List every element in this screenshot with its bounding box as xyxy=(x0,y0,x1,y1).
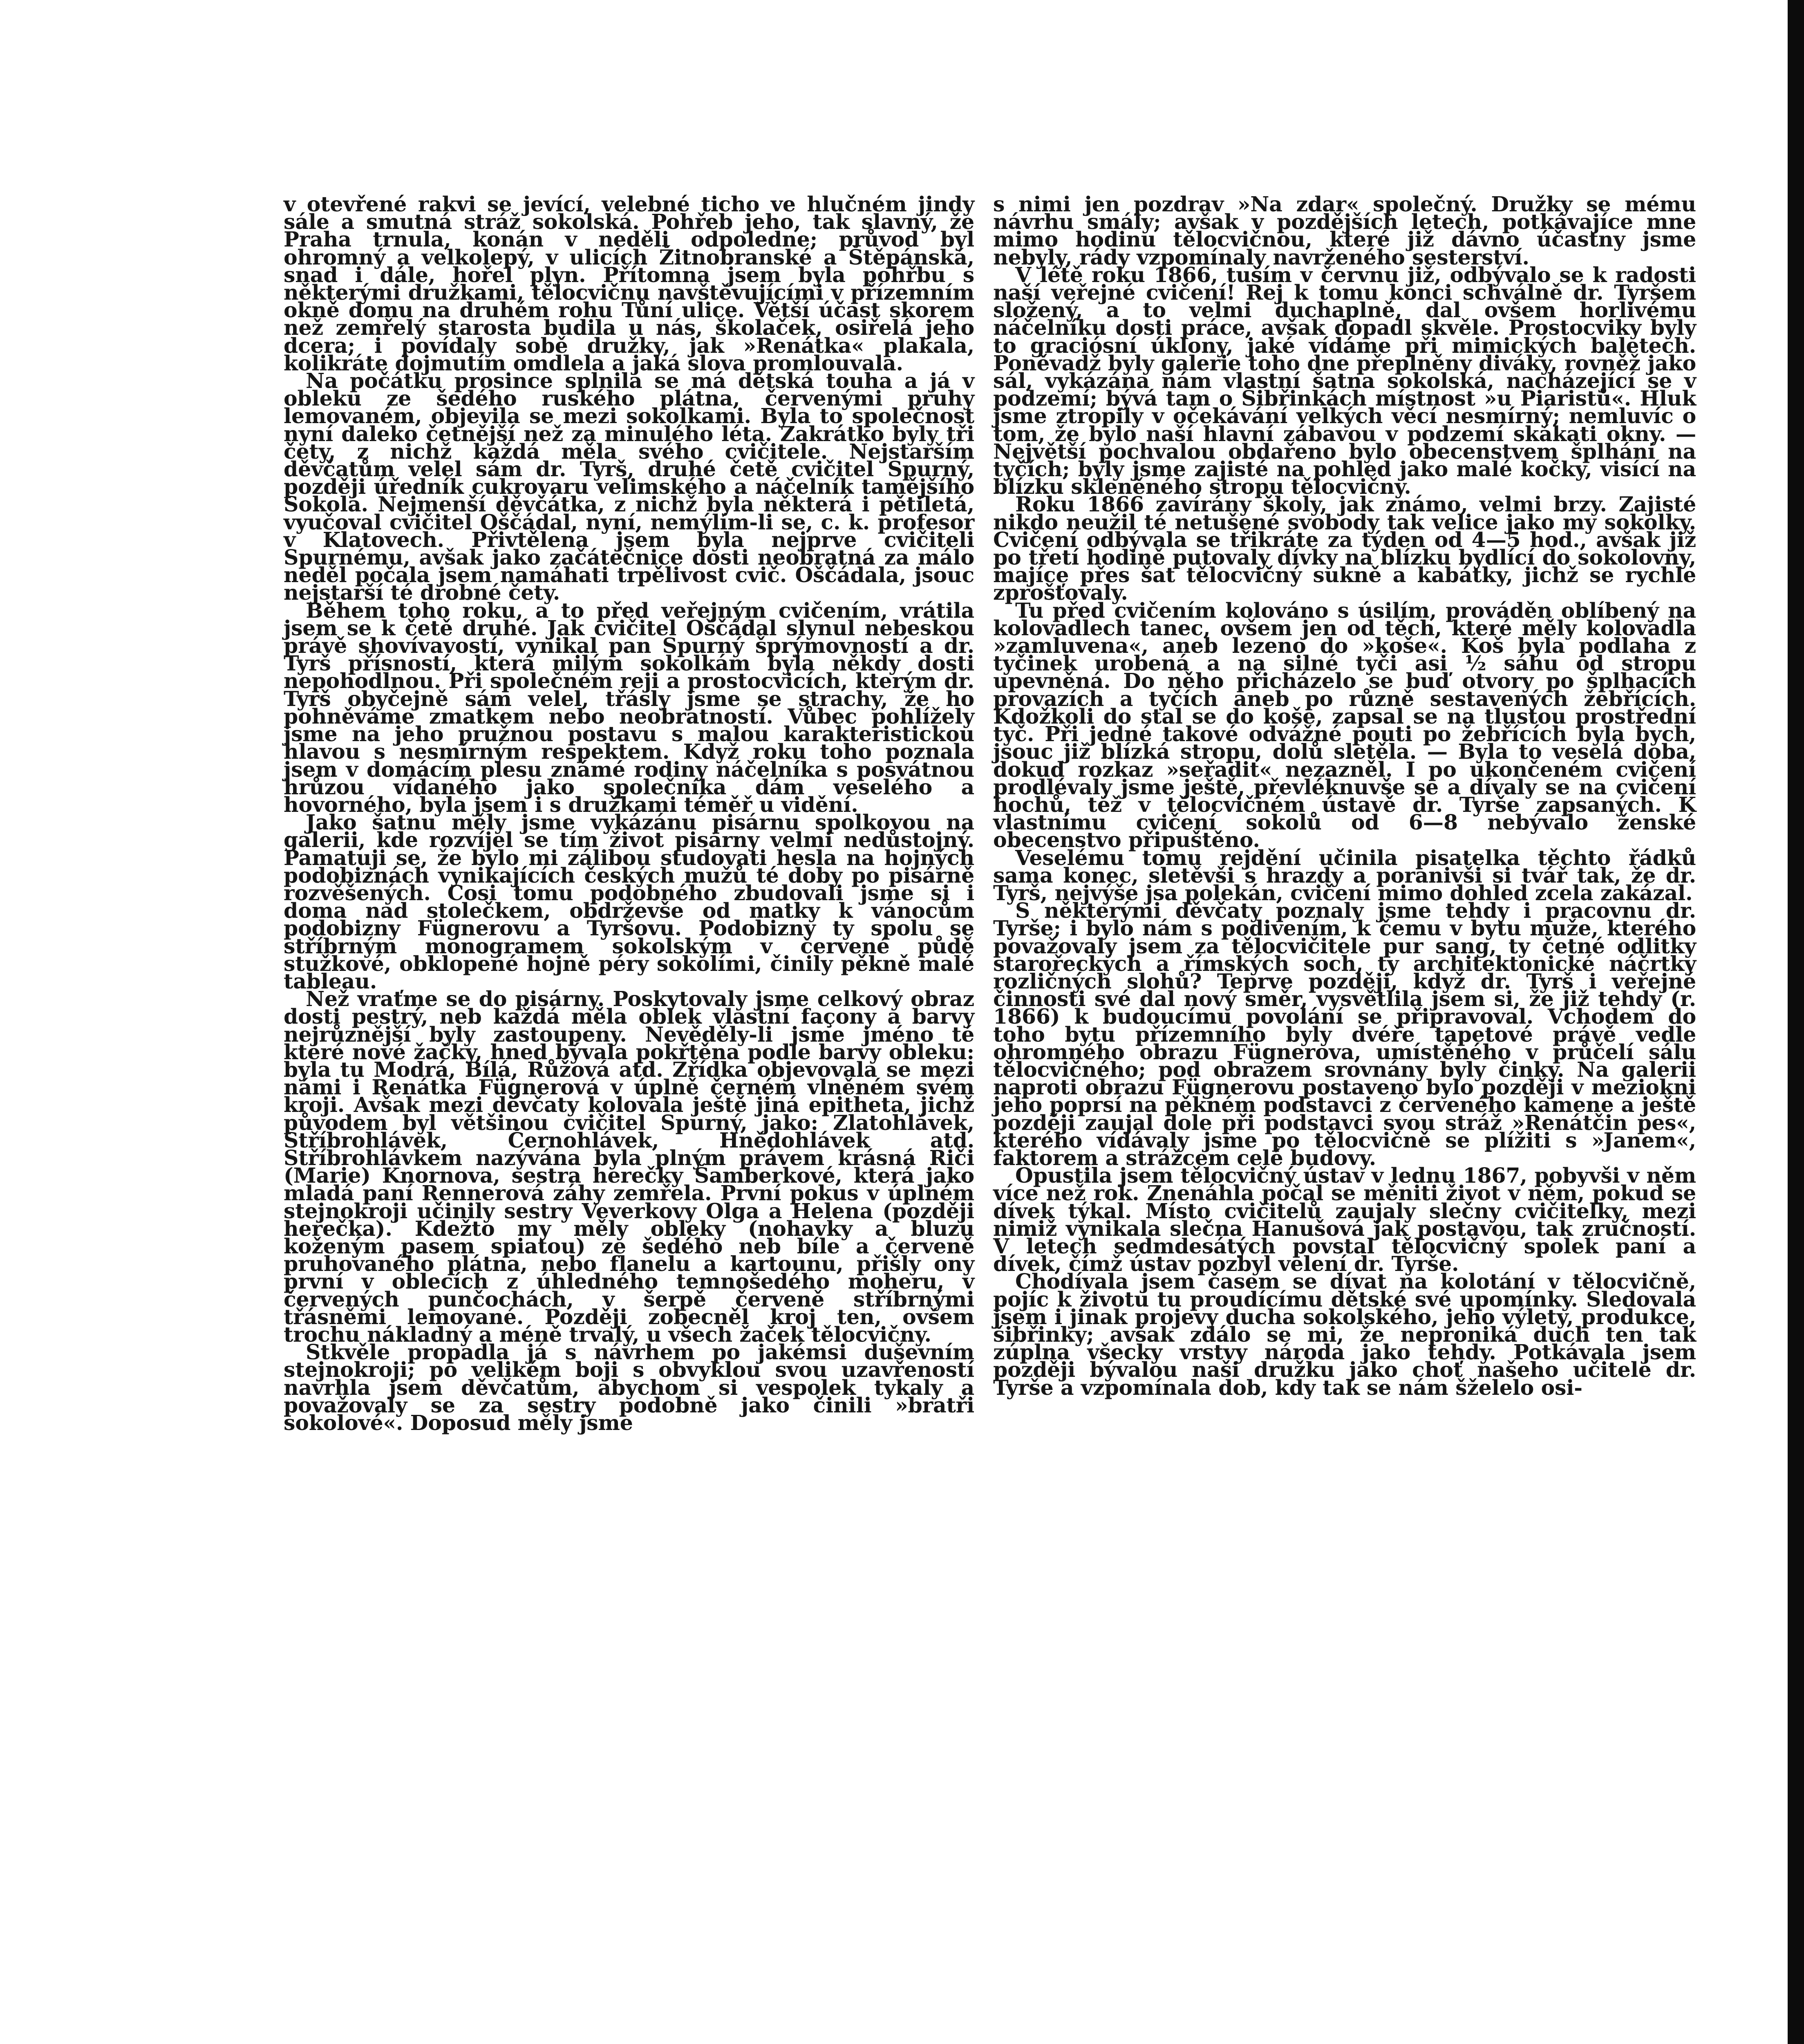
paragraph: Jako šatnu měly jsme vykázánu pisárnu spolkovou na galerii, kde rozvíjel se tím život pisárny velmi nedůstojný. Pamatuji se, že bylo mi zálibou studovati hesla na hojných podobiznách vynikajících českých mužů té doby po pisárně rozvěšených. Cosi tomu podobného zbudovali jsme si i doma nad stolečkem, obdrževše od matky k vánocům podobizny Fügnerovu a Tyršovu. Podobizny ty spolu se stříbrným monogramem sokolským v červené půdě stužkové, obklopené hojně péry sokolími, činily pěkně malé tableau. xyxy=(284,810,974,993)
paragraph: Roku 1866 zavírány školy, jak známo, velmi brzy. Zajisté nikdo neužil té netušené svobody tak velice jako my sokolky. Cvičení odbývala se třikráte za týden od 4—5 hod., avšak již po třetí hodině putovaly dívky na blízku bydlící do sokolovny, majíce přes šat tělocvičný sukně a kabátky, jichž se rychle zprošťovaly. xyxy=(993,492,1696,605)
paragraph: Na počátku prosince splnila se má dětská touha a já v obleku ze šedého ruského plátna, červenými pruhy lemovaném, objevila se mezi sokolkami. Byla to společnost nyní daleko četnější než za minulého léta. Zakrátko byly tři čety, z nichž každá měla svého cvičitele. Nejstarším děvčatům velel sám dr. Tyrš, druhé četě cvičitel Spurný, později úředník cukrovaru velimského a náčelník tamějšího Sokola. Nejmenší děvčátka, z nichž byla některá i pětiletá, vyučoval cvičitel Oščádal, nyní, nemýlím-li se, c. k. profesor v Klatovech. Přivtělena jsem byla nejprve cvičiteli Spurnému, avšak jako začátečnice dosti neobratná za málo neděl počala jsem namáhati trpělivost cvič. Oščádala, jsouc nejstarší té drobné čety. xyxy=(284,369,974,605)
scan-border-right xyxy=(1788,0,1804,2044)
paragraph: Tu před cvičením kolováno s úsilím, prováděn oblíbený na kolovadlech tanec, ovšem jen od těch, které měly kolovadla »zamluvena«, aneb lezeno do »koše«. Koš byla podlaha z tyčinek urobená a na silné tyči asi ½ sáhu od stropu upevněná. Do něho přicházelo se buď otvory po šplhacích provazích a tyčích aneb po různě sestavených žebřících. Kdožkoli do stal se do koše, zapsal se na tlustou prostřední tyč. Při jedné takové odvážné pouti po žebřících byla bych, jsouc již blízká stropu, dolů sletěla. — Byla to veselá doba, dokud rozkaz »seřadit« nezazněl. I po ukončeném cvičení prodlévaly jsme ještě, převléknuvše se a dívaly se na cvičení hochů, též v tělocvičném ústavě dr. Tyrše zapsaných. K vlastnímu cvičení sokolů od 6—8 nebývalo ženské obecenstvo připuštěno. xyxy=(993,598,1696,852)
paragraph: Opustila jsem tělocvičný ústav v lednu 1867, pobyvši v něm více než rok. Znenáhla počal se měniti život v něm, pokud se dívek týkal. Místo cvičitelů zaujaly slečny cvičitelky, mezi nimiž vynikala slečna Hanušová jak postavou, tak zručností. V letech sedmdesátých povstal tělocvičný spolek paní a dívek, čímž ústav pozbyl velení dr. Tyrše. xyxy=(993,1163,1696,1276)
book-page xyxy=(18,0,1786,2044)
left-column xyxy=(284,192,974,1435)
paragraph: Chodívala jsem časem se dívat na kolotání v tělocvičně, pojíc k životu tu proudícímu dětské své upomínky. Sledovala jsem i jinak projevy ducha sokolského, jeho výlety, produkce, šibřinky; avšak zdálo se mi, že nepronіká duch ten tak zúplna všecky vrstvy národa jako tehdy. Potkávala jsem později bývalou naši družku jako choť našeho učitele dr. Tyrše a vzpomínala dob, kdy tak se nám šželelo osi- xyxy=(993,1269,1696,1400)
paragraph: Než vraťme se do pisárny. Poskytovaly jsme celkový obraz dosti pestrý, neb každá měla oblek vlastní façony a barvy nejrůznější byly zastoupeny. Nevěděly-li jsme jméno té které nové žačky, hned bývala pokřtěna podle barvy obleku: byla tu Modrá, Bílá, Růžová atd. Zřídka objevovala se mezi námi i Renátka Fügnerová v úplně černém vlněném svém kroji. Avšak mezi děvčaty kolovala ještě jiná epitheta, jichž původem byl většinou cvičitel Spurný, jako: Zlatohlávek, Stříbrohlávek, Černohlávek, Hnědohlávek atd. Stříbrohlávkem nazývána byla plným právem krásná Riči (Marie) Knornova, sestra herečky Šamberkové, která jako mladá paní Rennerová záhy zemřela. První pokus v úplném stejnokroji učinily sestry Veverkovy Olga a Helena (později herečka). Kdežto my měly obleky (nohavky a bluzu koženým pasem spiatou) ze šedého neb bíle a červeně pruhovaného plátna, nebo flanelu a kartounu, přišly ony první v oblecích z úhledného temnošedého moheru, v červených punčochách, v šerpě červeně stříbrnými třásněmi lemované. Později zobecněl kroj ten, ovšem trochu nákladný a méně trvalý, u všech žaček tělocvičny. xyxy=(284,987,974,1347)
paragraph: Veselému tomu rejdění učinila pisatelka těchto řádků sama konec, sletěvši s hrazdy a poranivši si tvář tak, že dr. Tyrš, nejvýše jsa polekán, cvičení mimo dohled zcela zakázal. xyxy=(993,845,1696,905)
paragraph: S některými děvčaty poznaly jsme tehdy i pracovnu dr. Tyrše; i bylo nám s podivením, k čemu v bytu muže, kterého považovaly jsem za tělocvičitele pur sang, ty četné odlitky starořeckých a římských soch, ty architektonické náčrtky rozličných slohů? Teprve později, když dr. Tyrš i veřejné činnosti své dal nový směr, vysvětlila jsem si, že již tehdy (r. 1866) k budoucímu povolání se připravoval. Vchodem do toho bytu přízemního byly dvéře tapetové právě vedle ohromného obrazu Fügnerova, umístěného v průčelí sálu tělocvičného; pod obrazem srovnány byly činky. Na galerii naproti obrazu Fügnerovu postaveno bylo později v mezioknі jeho poprsí na pěkném podstavci z červeného kamene a ještě později zaujal dole při podstavci svou stráž »Renátčin pes«, kterého vídávaly jsme po tělocvičně se plížiti s »Janem«, faktorem a strážcem celé budovy. xyxy=(993,899,1696,1170)
paragraph: Stkvěle propadla já s návrhem po jakémsi duševním stejnokroji; po velikém boji s obvyklou svou uzavřeností navrhla jsem děvčatům, abychom si vespolek tykaly a považovaly se za sestry podobně jako činili »bratři sokolové«. Doposud měly jsme xyxy=(284,1340,974,1435)
right-column xyxy=(993,192,1696,1400)
paragraph: v otevřené rakvi se jevící, velebné ticho ve hlučném jindy sále a smutná stráž sokolská. Pohřeb jeho, tak slavný, že Praha trnula, konán v neděli odpoledne; průvod byl ohromný a velkolepý, v ulicích Žitnobranské a Štěpánská, snad i dále, hořel plyn. Přítomna jsem byla pohřbu s některými družkami, tělocvičnu navštěvujícími v přízemním okně domu na druhém rohu Tůní ulice. Větší účast skorem než zemřelý starosta budila u nás, školaček, osiřelá jeho dcera; i povídaly sobě družky, jak »Renátka« plakala, kolikráte dojmutím omdlela a jaká slova promlouvala. xyxy=(284,192,974,375)
paragraph: Během toho roku, a to před veřejným cvičením, vrátila jsem se k četě druhé. Jak cvičitel Oščádal slynul nebeskou právě shovívavostí, vynikal pan Spurný šprýmovností a dr. Tyrš přísností, která milým sokolkám byla někdy dosti nepohodlnou. Při společném reji a prostocvicích, kterým dr. Tyrš obyčejně sám velel, třásly jsme se strachy, že ho pohněváme zmatkem nebo neobratností. Vůbec pohlížely jsme na jeho pružnou postavu s malou karakteristickou hlavou s nesmírným respektem. Když roku toho poznala jsem v domácím plesu známé rodiny náčelníka s posvátnou hrůzou vídaného jako společníka dám veselého a hovorného, byla jsem i s družkami téměř u vidění. xyxy=(284,598,974,817)
paragraph: V létě roku 1866, tuším v červnu již, odbývalo se k radosti naší veřejné cvičení! Rej k tomu konci schválně dr. Tyršem složený, a to velmi duchaplně, dal ovšem horlivému náčelníku dosti práce, avšak dopadl skvěle. Prostocviky byly to graciósní úklony, jaké vídáme při mimických baletech. Poněvadž byly galerie toho dne přeplněny diváky, rovněž jako sál, vykázána nám vlastní šatna sokolská, nacházející se v podzemí; bývá tam o Šibřinkách místnost »u Piaristů«. Hluk jsme ztropily v očekávání velkých věcí nesmírný; nemluvíc o tom, že bylo naší hlavní zábavou v podzemí skákati okny. — Největší pochvalou obdařeno bylo obecenstvem šplhání na tyčích; byly jsme zajisté na pohled jako malé kočky, visící na blízku skleněného stropu tělocvičny. xyxy=(993,262,1696,499)
paragraph: s nimi jen pozdrav »Na zdar« společný. Družky se mému návrhu smály; avšak v pozdějších letech, potkávajíce mne mimo hodinu tělocvičnou, které již dávno účastny jsme nebyly, rády vzpomínaly navrženého sesterství. xyxy=(993,192,1696,269)
